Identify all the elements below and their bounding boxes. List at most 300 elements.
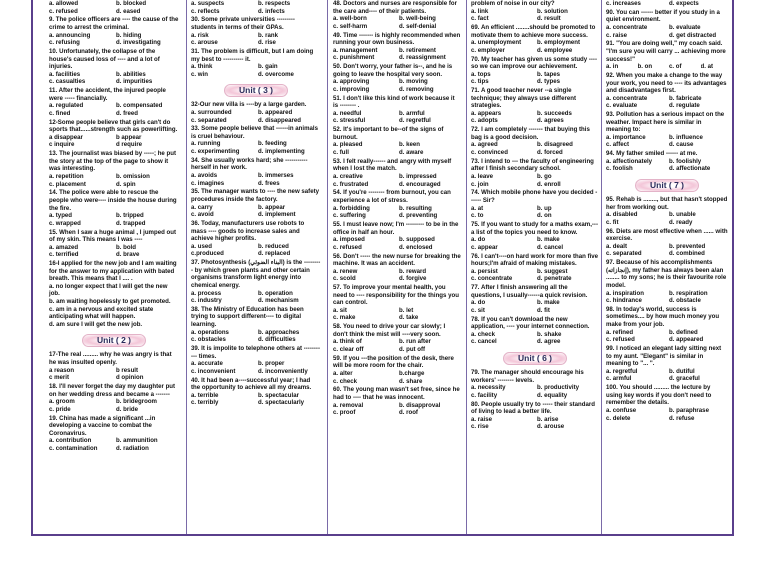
answer-option[interactable]: d. overcome (258, 70, 294, 78)
question-text: 94. My father smiled ------ at me. (606, 150, 698, 158)
answer-option[interactable]: d. expects (669, 0, 699, 7)
answer-option[interactable]: c. make (333, 314, 356, 322)
answer-option[interactable]: b. rank (258, 31, 278, 39)
answer-option[interactable]: c. foolish (606, 165, 633, 173)
question-text: 35. The manager wants to ---- the new safety procedures inside the factory. (191, 188, 319, 203)
question-text: 37. Photosynthesis (البناء الضوئي) is the --------- by which green plants and other certain organisms transform light energy into chemical energy. (191, 259, 321, 289)
answer-option[interactable]: a. facilities (49, 70, 81, 78)
question-text: 9. The police officers are ---- the cause of the crime to arrest the criminal. (49, 16, 179, 31)
answer-option[interactable]: d. ready (669, 218, 693, 226)
answer-option[interactable]: d. types (537, 78, 561, 86)
answer-option[interactable]: a. at (471, 204, 484, 212)
answer-option[interactable]: b. operation (258, 289, 293, 297)
question-block (471, 158, 599, 188)
answer-option[interactable]: a. importance (606, 133, 646, 141)
answer-option[interactable]: c. refused (606, 336, 635, 344)
answer-option[interactable]: b. paraphrase (669, 406, 709, 414)
answer-options (471, 110, 599, 125)
answer-option[interactable]: d. affectionate (669, 165, 711, 173)
answer-option[interactable]: c. wrapped (49, 219, 81, 227)
answer-option[interactable]: b. impressed (399, 173, 437, 180)
answer-option[interactable]: c. inconvenient (191, 367, 236, 375)
answer-option[interactable]: a. appears (471, 109, 502, 117)
answer-option[interactable]: b. armful (399, 109, 425, 117)
question-block (191, 0, 321, 15)
answer-option[interactable]: a. terrible (191, 391, 219, 399)
answer-option[interactable]: b. tripped (116, 212, 144, 220)
answer-option[interactable]: b. suggest (537, 267, 568, 275)
answer-options (333, 268, 461, 283)
answer-option[interactable]: a. tops (471, 70, 491, 78)
answer-option[interactable]: b. supposed (399, 236, 435, 244)
answer-option[interactable]: a. suspects (191, 0, 225, 7)
answer-option[interactable]: c. improving (333, 85, 370, 93)
answer-option[interactable]: b.charge (399, 369, 425, 377)
question-text: 78. If you can't download the new application, ---- your internet connection. (471, 315, 590, 331)
answer-option[interactable]: b. reward (399, 267, 427, 275)
answer-option[interactable]: c. employer (471, 46, 505, 54)
answer-option[interactable]: d. obstacle (669, 297, 701, 305)
answer-option[interactable]: a. refined (606, 328, 634, 336)
answer-option[interactable]: c. armful (606, 375, 632, 383)
answer-option[interactable]: c. scold (333, 275, 356, 283)
answer-option[interactable]: d. mechanism (258, 297, 299, 305)
answer-option[interactable]: d. encouraged (399, 180, 441, 188)
answer-option[interactable]: b. keen (399, 141, 420, 149)
question-block (49, 415, 179, 453)
answer-option[interactable]: b. dutiful (669, 367, 695, 375)
answer-option[interactable]: b. retirement (399, 46, 436, 54)
answer-option[interactable]: c. cancel (471, 338, 497, 346)
unit-title: Unit ( 2 ) (82, 334, 146, 347)
answer-option[interactable]: d. put off (399, 346, 426, 353)
answer-option[interactable]: d. arouse (537, 423, 565, 431)
question-text: 59. If you ---the position of the desk, there will be more room for the chair. (333, 354, 454, 370)
answer-option[interactable]: a. well-born (333, 15, 367, 23)
answer-option[interactable]: c. obstacles (191, 336, 226, 344)
answer-option[interactable]: b. make (537, 299, 560, 307)
question-text: 58. You need to drive your car slowly; I don't think the mist will ----very soon. (333, 323, 446, 338)
answer-option[interactable]: d. agree (537, 338, 561, 346)
answer-option[interactable]: c. refused (49, 7, 78, 15)
answer-option[interactable]: c. convinced (471, 149, 508, 157)
question-text: 93. Pollution has a serious impact on the weather. Impact here is similar in meaning to: (606, 111, 725, 134)
answer-option[interactable]: b. defined (669, 328, 698, 336)
question-block (191, 259, 321, 305)
answer-option[interactable]: d. cause (669, 141, 694, 149)
answer-option[interactable]: a. typed (49, 212, 73, 220)
answer-option[interactable]: a. process (191, 289, 222, 297)
answer-option[interactable]: b. appeared (258, 108, 293, 116)
answer-option[interactable]: b. compensated (116, 102, 163, 110)
answer-option[interactable]: d. regretful (399, 117, 431, 125)
answer-option[interactable]: c. concentrate (471, 275, 513, 283)
question-block (333, 355, 461, 385)
answer-option[interactable]: d. brave (116, 251, 140, 259)
answer-option[interactable]: c. arouse (191, 39, 218, 47)
answer-option[interactable]: d. agrees (537, 117, 564, 125)
answer-option[interactable]: b. respiration (669, 289, 708, 297)
answer-option[interactable]: a. avoids (191, 172, 218, 180)
answer-option[interactable]: c. frustrated (333, 180, 369, 188)
answer-option[interactable]: d. bride (116, 405, 139, 413)
answer-option[interactable]: c.produced (191, 250, 224, 258)
answer-option[interactable]: a. leave (471, 173, 494, 180)
question-block (49, 16, 179, 46)
answer-option[interactable]: b appear (116, 133, 142, 141)
unit-header (49, 330, 179, 348)
answer-option[interactable]: d. at (700, 63, 714, 71)
answer-option[interactable]: a. management (333, 46, 378, 54)
question-text: 48. Doctors and nurses are responsible for the care and---- of their patients. (333, 0, 457, 15)
answer-option[interactable]: b. prevented (669, 242, 706, 250)
answer-option[interactable]: b. employment (537, 39, 581, 47)
question-block (49, 0, 179, 15)
answer-option[interactable]: b. immerses (258, 172, 294, 180)
answer-option[interactable]: c. sit (471, 306, 485, 314)
question-text: 53. I felt really------ and angry with myself when I lost the match. (333, 157, 452, 173)
answer-option[interactable]: c. clear off (333, 346, 364, 353)
answer-options (471, 299, 599, 314)
answer-option[interactable]: d. reassignment (399, 54, 446, 62)
answer-options (606, 290, 728, 305)
answer-option[interactable]: a. in (606, 63, 619, 71)
answer-option[interactable]: b. arise (537, 415, 559, 423)
answer-option[interactable]: c. imagines (191, 179, 225, 187)
answer-options (191, 290, 321, 305)
answer-option[interactable]: b. bridegroom (116, 398, 157, 406)
answer-option[interactable]: c. pride (49, 405, 71, 413)
answer-option[interactable]: a. operations (191, 328, 229, 336)
answer-option[interactable]: a. check (471, 330, 496, 338)
answer-option[interactable]: d. roof (399, 409, 418, 417)
question-text: 99. I noticed an elegant lady sitting next to my aunt. "Elegant" is similar in meaning to "... ". (606, 345, 722, 368)
answer-option[interactable]: d. disappeared (258, 116, 302, 124)
answer-option[interactable]: d. fit (537, 306, 550, 314)
answer-option[interactable]: b. solution (537, 7, 568, 15)
question-block (49, 351, 179, 381)
answer-option[interactable]: a. imposed (333, 236, 365, 244)
answer-option[interactable]: a. sit (333, 306, 347, 314)
question-text: 95. Rehab is ........, but that hasn't stopped her from working out. (606, 196, 728, 211)
question-text: 39. It is impolite to telephone others at ----------- times. (191, 345, 320, 360)
answer-option[interactable]: b. reduced (258, 242, 289, 250)
answer-option[interactable]: b. go (537, 173, 552, 180)
answer-option[interactable]: d. employee (537, 46, 573, 54)
question-text: 31. The problem is difficult, but I am doing my best to ---------- it. (191, 47, 314, 63)
answer-option[interactable]: d. implement (258, 211, 296, 219)
answer-option[interactable]: c. fit (606, 218, 619, 226)
answer-option[interactable]: a. alter (333, 369, 353, 377)
question-block (191, 345, 321, 375)
answer-option[interactable]: d. implementing (258, 148, 305, 156)
answer-option[interactable]: c. refusing (49, 39, 80, 47)
answer-option[interactable]: d. difficulties (258, 336, 296, 344)
answer-option[interactable]: a. agreed (471, 141, 498, 149)
answer-option[interactable]: a reason (49, 366, 75, 374)
answer-option[interactable]: c. terrified (49, 251, 79, 259)
answer-option[interactable]: c. fact (471, 15, 489, 23)
answer-option[interactable]: d. aware (399, 149, 424, 157)
answer-options (49, 398, 179, 413)
answer-option[interactable]: b. hiding (116, 31, 142, 39)
answer-option[interactable]: a. necessity (471, 384, 506, 392)
answer-option[interactable]: d. share (399, 377, 423, 385)
answer-option[interactable]: b. am waiting hopelessly to get promoted. (49, 298, 171, 306)
answer-option[interactable]: d. infects (258, 7, 285, 15)
answer-option[interactable]: d. combined (669, 250, 705, 258)
question-text: 56. Don't ----- the new nurse for breaking the machine. It was an accident. (333, 252, 461, 268)
question-block (471, 253, 599, 283)
answer-option[interactable]: b. up (537, 204, 552, 212)
answer-option[interactable]: a. concentrate (606, 94, 648, 102)
answer-option[interactable]: a. inspiration (606, 289, 644, 297)
answer-option[interactable]: c. tips (471, 78, 489, 86)
answer-option[interactable]: c. adopts (471, 117, 498, 125)
answer-option[interactable]: c. separated (191, 116, 227, 124)
answer-options (606, 63, 728, 71)
answer-option[interactable]: a. accurate (191, 360, 223, 368)
answer-option[interactable]: d. equality (537, 391, 568, 399)
answer-option[interactable]: d. spin (116, 180, 136, 188)
answer-options (606, 24, 728, 39)
question-block (606, 9, 728, 39)
answer-option[interactable]: d. take (399, 314, 419, 322)
answer-option[interactable]: d. replaced (258, 250, 291, 258)
answer-option[interactable]: c inquire (49, 141, 75, 149)
answer-option[interactable]: b. ammunition (116, 437, 158, 445)
answer-option[interactable]: a. surrounded (191, 108, 232, 116)
answer-option[interactable]: b. make (537, 236, 560, 244)
answer-option[interactable]: b. blocked (116, 0, 147, 7)
answer-option[interactable]: a. think (191, 63, 213, 71)
answer-option[interactable]: b. foolishly (669, 157, 702, 165)
question-block (191, 101, 321, 124)
answer-option[interactable]: c. suffering (333, 212, 366, 220)
answer-option[interactable]: c. increases (606, 0, 641, 7)
answer-option[interactable]: a. contribution (49, 437, 92, 445)
answer-option[interactable]: b. feeding (258, 140, 287, 148)
answer-option[interactable]: d. trapped (116, 219, 146, 227)
question-text: 32-Our new villa is ----by a large garden. (191, 101, 307, 109)
answer-option[interactable]: c. fined (49, 109, 71, 117)
answer-option[interactable]: b. appear (258, 203, 286, 211)
answer-option[interactable]: a. groom (49, 398, 75, 406)
answer-option[interactable]: d. rise (258, 39, 276, 47)
answer-option[interactable]: a. amazed (49, 243, 79, 251)
answer-option[interactable]: a. disabled (606, 211, 638, 219)
answer-option[interactable]: d. frees (258, 179, 280, 187)
answer-option[interactable]: d. am sure I will get the new job. (49, 320, 143, 328)
answer-option[interactable]: c. raise (606, 31, 628, 39)
answer-option[interactable]: c. join (471, 180, 489, 188)
answer-option[interactable]: a. allowed (49, 0, 79, 7)
answer-option[interactable]: c. experimenting (191, 148, 240, 156)
answer-options (191, 243, 321, 258)
answer-option[interactable]: d. forced (537, 149, 563, 157)
answer-option[interactable]: d. forgive (399, 275, 427, 283)
answer-option[interactable]: b. respects (258, 0, 291, 7)
answer-option[interactable]: d. graceful (669, 375, 700, 383)
answer-option[interactable]: c. am in a nervous and excited state anticipating what will happen. (49, 305, 154, 321)
answer-option[interactable]: b result (116, 366, 139, 374)
answer-option[interactable]: b. gain (258, 63, 278, 71)
answer-option[interactable]: c. placement (49, 180, 86, 188)
answer-option[interactable]: c. self-harm (333, 22, 368, 30)
answer-option[interactable]: d. eased (116, 7, 141, 15)
answer-option[interactable]: d. preventing (399, 212, 438, 220)
answer-option[interactable]: d. enroll (537, 180, 561, 188)
answer-option[interactable]: a. dealt (606, 242, 627, 250)
answer-option[interactable]: d. on (537, 212, 552, 220)
answer-option[interactable]: c. delete (606, 414, 631, 422)
answer-option[interactable]: a. repetition (49, 173, 84, 180)
answer-option[interactable]: b. well-being (399, 15, 436, 23)
answer-option[interactable]: d. enclosed (399, 243, 433, 251)
answer-option[interactable]: c. appear (471, 243, 498, 251)
answer-option[interactable]: c. win (191, 70, 208, 78)
answer-options (471, 416, 599, 431)
answer-option[interactable]: d. refuse (669, 414, 695, 422)
answer-options (191, 63, 321, 78)
question-text: 69. An efficient ........should be promoted to motivate them to achieve more success. (471, 23, 596, 39)
answer-option[interactable]: b. on (637, 63, 653, 71)
answer-option[interactable]: b. proper (258, 360, 285, 368)
answer-option[interactable]: b. tapes (537, 70, 561, 78)
answer-option[interactable]: c. casualties (49, 78, 86, 86)
answer-option[interactable]: a. do (471, 236, 486, 244)
answer-option[interactable]: a. regulated (49, 102, 84, 110)
answer-option[interactable]: a. link (471, 7, 489, 15)
answer-option[interactable]: c. industry (191, 297, 222, 305)
answer-option[interactable]: b. succeeds (537, 109, 572, 117)
answer-option[interactable]: d. penetrate (537, 275, 572, 283)
answer-option[interactable]: a. creative (333, 173, 363, 180)
answer-option[interactable]: a. running (191, 140, 221, 148)
answer-option[interactable]: d. removing (399, 85, 434, 93)
answer-option[interactable]: a. removal (333, 401, 364, 409)
answer-option[interactable]: a. regretful (606, 367, 638, 375)
answer-option[interactable]: d. inconveniently (258, 367, 308, 375)
answer-option[interactable]: c. contamination (49, 444, 98, 452)
answer-option[interactable]: c. full (333, 149, 349, 157)
answer-option[interactable]: b. approaches (258, 328, 300, 336)
question-block (333, 0, 461, 30)
answer-option[interactable]: b. moving (399, 78, 428, 86)
answer-option[interactable]: c. stressful (333, 117, 366, 125)
answer-option[interactable]: a. needful (333, 109, 362, 117)
answer-option[interactable]: a. concentrate (606, 23, 648, 31)
answer-option[interactable]: c. check (333, 377, 358, 385)
answer-option[interactable]: d. spectacularly (258, 399, 305, 407)
answer-option[interactable]: c. separated (606, 250, 642, 258)
answer-option[interactable]: b. productivity (537, 384, 579, 392)
answer-option[interactable]: a. persist (471, 267, 498, 275)
answer-option[interactable]: c. punishment (333, 54, 375, 62)
answer-option[interactable]: a. raise (471, 415, 493, 423)
answer-option[interactable]: a. renew (333, 267, 358, 275)
answer-option[interactable]: c. facility (471, 391, 498, 399)
answer-option[interactable]: c. refused (333, 243, 362, 251)
answer-option[interactable]: a. confuse (606, 406, 637, 414)
answer-option[interactable]: b. abilities (116, 70, 146, 78)
answer-option[interactable]: b. run after (399, 338, 431, 346)
answer-option[interactable]: d. self-denial (399, 22, 437, 30)
answer-option[interactable]: d. radiation (116, 444, 149, 452)
question-text: 34. She usually works hard; she ----------- herself in her work. (191, 156, 308, 172)
answer-option[interactable]: a. used (191, 242, 212, 250)
answer-option[interactable]: b. fabricate (669, 94, 702, 102)
answer-option[interactable]: a. pleased (333, 141, 363, 149)
answer-option[interactable]: d. regulate (669, 102, 700, 110)
answer-option[interactable]: c. of (669, 63, 682, 71)
answer-option[interactable]: a. announcing (49, 31, 91, 39)
answer-option[interactable]: c. to (471, 212, 484, 220)
answer-option[interactable]: b. influence (669, 133, 703, 141)
answer-option[interactable]: d. impurities (116, 78, 153, 86)
answer-option[interactable]: c. proof (333, 409, 356, 417)
unit-title: Unit ( 6 ) (503, 352, 567, 365)
answer-option[interactable]: a. think of (333, 338, 362, 346)
answer-options (606, 211, 728, 226)
answer-option[interactable]: a. carry (191, 203, 213, 211)
answer-options (471, 236, 599, 251)
answer-option[interactable]: d. investigating (116, 39, 161, 47)
question-block (49, 87, 179, 117)
answer-option[interactable]: c. rise (471, 423, 489, 431)
answer-option[interactable]: c. hindrance (606, 297, 642, 305)
answer-option[interactable]: a. approving (333, 78, 370, 86)
answer-option[interactable]: d. freed (116, 109, 139, 117)
answer-option[interactable]: d. appeared (669, 336, 704, 344)
answer-option[interactable]: d opinion (116, 374, 144, 382)
answer-option[interactable]: c merit (49, 374, 69, 382)
answer-option[interactable]: a. no longer expect that I will get the new job. (49, 282, 168, 298)
answer-option[interactable]: b. disapproval (399, 401, 441, 409)
answer-option[interactable]: c. terribly (191, 399, 219, 407)
answer-option[interactable]: c. affect (606, 141, 630, 149)
answer-option[interactable]: d. cancel (537, 243, 564, 251)
answer-option[interactable]: b. let (399, 306, 414, 314)
answer-option[interactable]: a. risk (191, 31, 209, 39)
answer-option[interactable]: d. get distracted (669, 31, 717, 39)
answer-option[interactable]: a disappear (49, 133, 83, 141)
answer-option[interactable]: c. evaluate (606, 102, 638, 110)
answer-option[interactable]: b. omission (116, 173, 150, 180)
answer-options (191, 392, 321, 407)
answer-option[interactable]: a. do (471, 299, 486, 307)
question-block (333, 221, 461, 251)
answer-option[interactable]: a. unemployment (471, 39, 522, 47)
answer-option[interactable]: d require (116, 141, 143, 149)
question-block (333, 323, 461, 353)
answer-option[interactable]: b. unable (669, 211, 696, 219)
answer-option[interactable]: b. shake (537, 330, 562, 338)
question-block (606, 196, 728, 226)
answer-option[interactable]: b. bold (116, 243, 136, 251)
answer-option[interactable]: b. evaluate (669, 23, 701, 31)
question-text: 74. Which mobile phone have you decided ------ Sir? (471, 189, 598, 204)
answer-option[interactable]: b. spectacular (258, 391, 299, 399)
answer-option[interactable]: b. disagreed (537, 141, 573, 149)
answer-option[interactable]: a. forbidding (333, 204, 370, 212)
answer-option[interactable]: c. reflects (191, 7, 220, 15)
question-text: 76. I can't----on hard work for more than five hours;I'm afraid of making mistakes. (471, 252, 599, 268)
answer-option[interactable]: b. resulting (399, 204, 432, 212)
answer-option[interactable]: d. result (537, 15, 561, 23)
answer-option[interactable]: c. avoid (191, 211, 214, 219)
answer-option[interactable]: a. affectionately (606, 157, 653, 165)
